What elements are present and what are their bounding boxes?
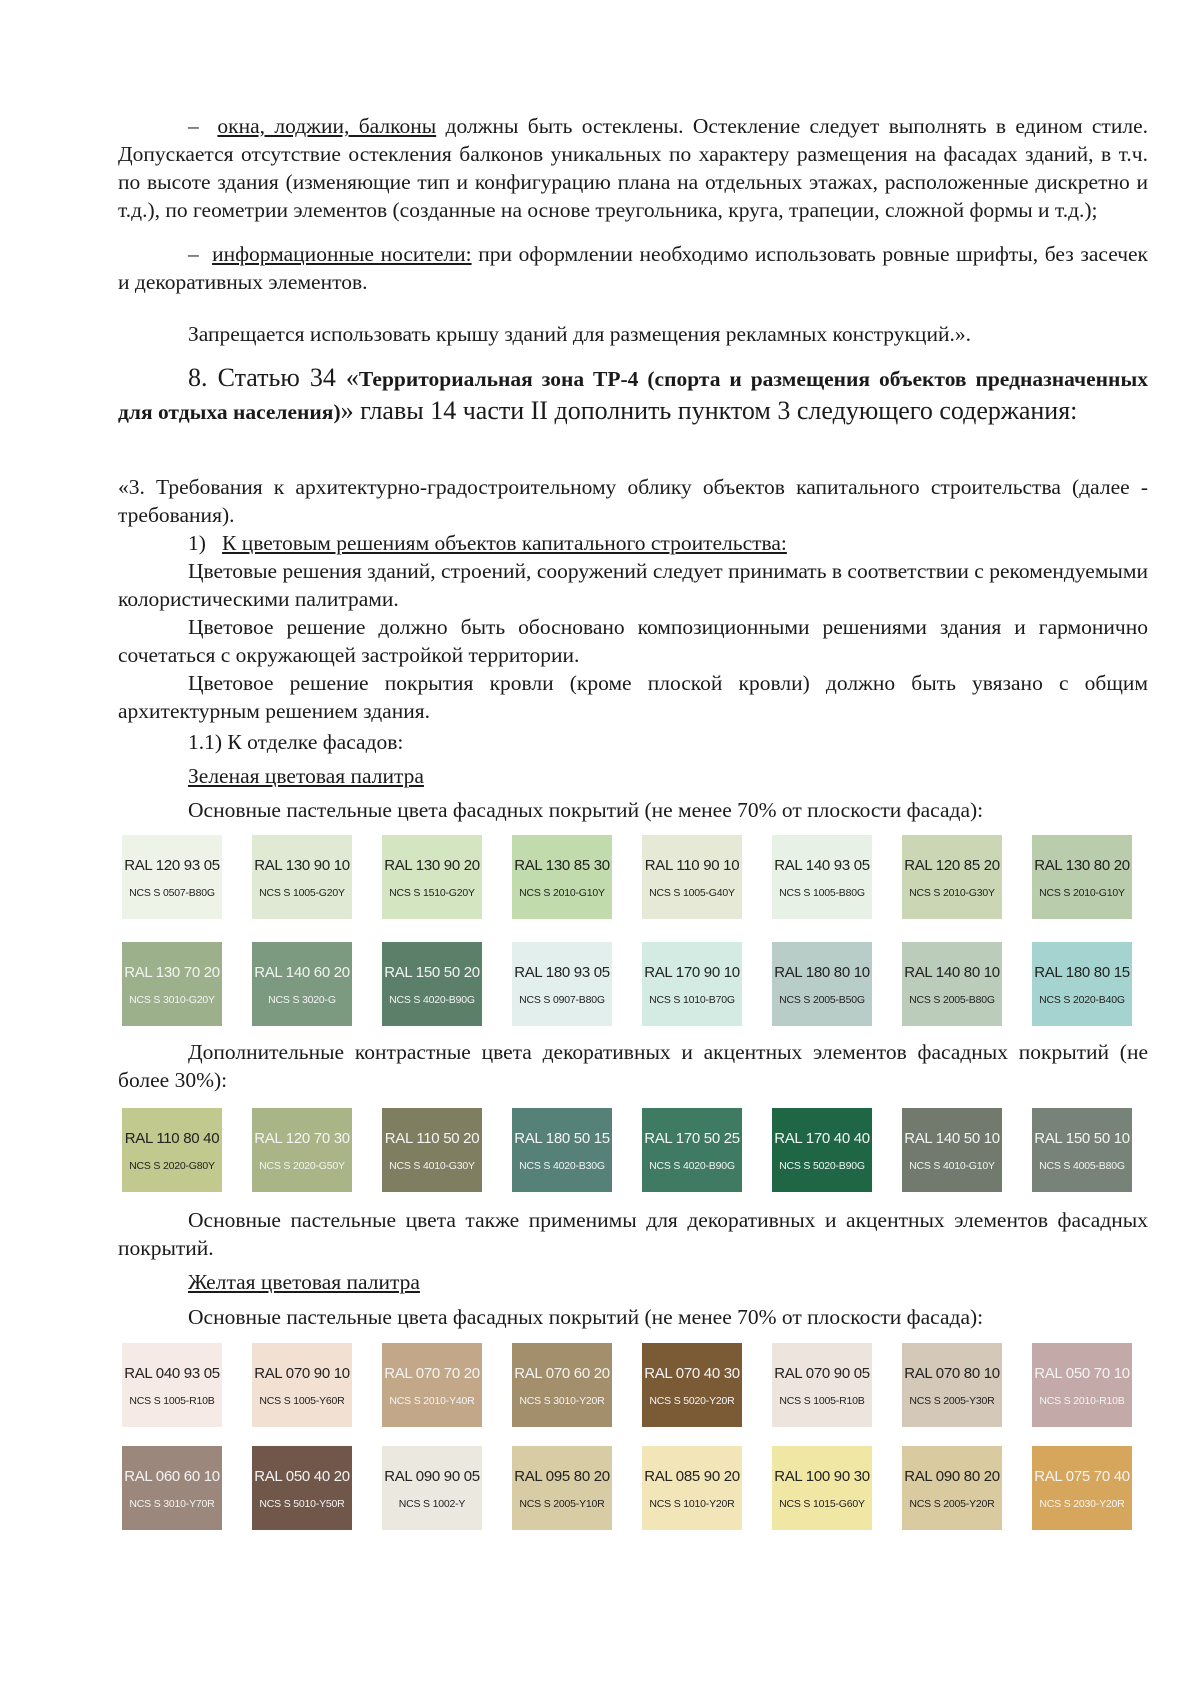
color-swatch — [122, 1446, 222, 1530]
ncs-code: NCS S 3020-G — [268, 994, 336, 1006]
ral-code: RAL 110 80 40 — [124, 1130, 220, 1147]
color-swatch — [902, 1446, 1002, 1530]
color-swatch — [642, 1446, 742, 1530]
item-1-heading — [118, 529, 1148, 557]
bullet-term: окна, лоджии, балконы — [217, 114, 437, 138]
color-swatch — [122, 1343, 222, 1427]
green-row-3 — [122, 1108, 1142, 1192]
ncs-code: NCS S 1005-R10B — [779, 1395, 865, 1407]
ral-code: RAL 070 90 05 — [774, 1365, 870, 1382]
ral-code: RAL 180 80 10 — [774, 964, 870, 981]
ral-code: RAL 150 50 20 — [384, 964, 480, 981]
color-swatch — [512, 1108, 612, 1192]
color-swatch — [772, 1343, 872, 1427]
yellow-palette-title: Желтая цветовая палитра — [188, 1270, 420, 1294]
ncs-code: NCS S 1005-R10B — [129, 1395, 215, 1407]
ncs-code: NCS S 4005-B80G — [1039, 1160, 1125, 1172]
ncs-code: NCS S 2005-B50G — [779, 994, 865, 1006]
ral-code: RAL 070 70 20 — [384, 1365, 480, 1382]
ral-code: RAL 140 60 20 — [254, 964, 350, 981]
color-swatch — [252, 835, 352, 919]
ncs-code: NCS S 0907-B80G — [519, 994, 605, 1006]
color-swatch — [382, 835, 482, 919]
bullet-windows — [118, 112, 1148, 224]
ral-code: RAL 070 60 20 — [514, 1365, 610, 1382]
color-swatch — [382, 1343, 482, 1427]
ncs-code: NCS S 3010-G20Y — [129, 994, 215, 1006]
ncs-code: NCS S 5010-Y50R — [259, 1498, 345, 1510]
article-8-tail: » главы 14 части II дополнить пунктом 3 следующего содержания: — [340, 396, 1078, 425]
yellow-main-caption: Основные пастельные цвета фасадных покрытий (не менее 70% от плоскости фасада): — [188, 1305, 984, 1329]
ral-code: RAL 170 40 40 — [774, 1130, 870, 1147]
ncs-code: NCS S 1005-Y60R — [259, 1395, 345, 1407]
color-swatch — [772, 942, 872, 1026]
ral-code: RAL 140 80 10 — [904, 964, 1000, 981]
yellow-row-1 — [122, 1343, 1142, 1427]
accent-caption: Дополнительные контрастные цвета декоративных и акцентных элементов фасадных покрытий (не более 30%): — [118, 1040, 1148, 1092]
ncs-code: NCS S 3010-Y20R — [519, 1395, 605, 1407]
ral-code: RAL 120 85 20 — [904, 857, 1000, 874]
color-swatch — [382, 1108, 482, 1192]
ncs-code: NCS S 4010-G30Y — [389, 1160, 475, 1172]
color-swatch — [122, 1108, 222, 1192]
color-swatch — [1032, 942, 1132, 1026]
ncs-code: NCS S 0507-B80G — [129, 887, 215, 899]
ral-code: RAL 120 93 05 — [124, 857, 220, 874]
color-swatch — [902, 835, 1002, 919]
ral-code: RAL 170 90 10 — [644, 964, 740, 981]
color-paragraph-2: Цветовое решение должно быть обосновано композиционными решениями здания и гармонично сочетаться с окружающей застройкой территории. — [118, 615, 1148, 667]
color-swatch — [122, 835, 222, 919]
bullet-text: должны быть остеклены. Остекление следует выполнять в едином стиле. Допускается отсутствие остекления балконов уникальных по характеру размещения на фасадах зданий, в т.ч. по высоте здания (изменяющие тип и конфигурацию плана на отдельных этажах, расположенные дискретно и т.д.), по геометрии элементов (созданные на основе треугольника, круга, трапеции, сложной формы и т.д.); — [118, 114, 1148, 222]
ncs-code: NCS S 4010-G10Y — [909, 1160, 995, 1172]
item-1-number: 1) — [188, 531, 206, 555]
ral-code: RAL 130 80 20 — [1034, 857, 1130, 874]
ncs-code: NCS S 2020-G50Y — [259, 1160, 345, 1172]
ral-code: RAL 095 80 20 — [514, 1468, 610, 1485]
ncs-code: NCS S 2010-G10Y — [519, 887, 605, 899]
bullet-dash: – — [188, 114, 199, 138]
color-swatch — [642, 1343, 742, 1427]
bullet-text: при оформлении необходимо использовать ровные шрифты, без засечек и декоративных элементов. — [118, 242, 1148, 294]
color-swatch — [642, 835, 742, 919]
color-paragraph-3: Цветовое решение покрытия кровли (кроме плоской кровли) должно быть увязано с общим архитектурным решением здания. — [118, 671, 1148, 723]
color-swatch — [512, 1446, 612, 1530]
color-swatch — [902, 942, 1002, 1026]
green-palette-title: Зеленая цветовая палитра — [188, 764, 424, 788]
ral-code: RAL 100 90 30 — [774, 1468, 870, 1485]
ncs-code: NCS S 1510-G20Y — [389, 887, 475, 899]
green-row-1 — [122, 835, 1142, 919]
ncs-code: NCS S 2005-Y30R — [909, 1395, 995, 1407]
article-8-lead: 8. Статью 34 « — [188, 363, 359, 392]
article-8-heading — [118, 362, 1148, 428]
color-swatch — [252, 1343, 352, 1427]
ral-code: RAL 110 50 20 — [384, 1130, 480, 1147]
ncs-code: NCS S 1005-B80G — [779, 887, 865, 899]
ral-code: RAL 130 70 20 — [124, 964, 220, 981]
item-1-title: К цветовым решениям объектов капитального строительства: — [222, 531, 787, 555]
ral-code: RAL 110 90 10 — [644, 857, 740, 874]
ncs-code: NCS S 4020-B90G — [649, 1160, 735, 1172]
ral-code: RAL 090 80 20 — [904, 1468, 1000, 1485]
ncs-code: NCS S 1005-G20Y — [259, 887, 345, 899]
article-8-zone-title: Территориальная зона ТР-4 (спорта и размещения объектов предназначенных для отдыха населения) — [118, 367, 1148, 424]
color-swatch — [122, 942, 222, 1026]
ncs-code: NCS S 5020-B90G — [779, 1160, 865, 1172]
ncs-code: NCS S 2010-Y40R — [389, 1395, 475, 1407]
color-swatch — [252, 942, 352, 1026]
color-swatch — [382, 1446, 482, 1530]
ral-code: RAL 060 60 10 — [124, 1468, 220, 1485]
ral-code: RAL 130 90 20 — [384, 857, 480, 874]
ral-code: RAL 070 90 10 — [254, 1365, 350, 1382]
ncs-code: NCS S 1010-B70G — [649, 994, 735, 1006]
color-swatch — [252, 1446, 352, 1530]
color-swatch — [1032, 1108, 1132, 1192]
ncs-code: NCS S 5020-Y20R — [649, 1395, 735, 1407]
ral-code: RAL 150 50 10 — [1034, 1130, 1130, 1147]
color-swatch — [512, 835, 612, 919]
ral-code: RAL 070 80 10 — [904, 1365, 1000, 1382]
color-swatch — [1032, 1446, 1132, 1530]
color-swatch — [252, 1108, 352, 1192]
ral-code: RAL 140 93 05 — [774, 857, 870, 874]
ral-code: RAL 170 50 25 — [644, 1130, 740, 1147]
ncs-code: NCS S 2005-B80G — [909, 994, 995, 1006]
ncs-code: NCS S 2010-R10B — [1039, 1395, 1125, 1407]
color-swatch — [1032, 835, 1132, 919]
color-swatch — [902, 1108, 1002, 1192]
ncs-code: NCS S 1002-Y — [398, 1498, 466, 1510]
ral-code: RAL 090 90 05 — [384, 1468, 480, 1485]
ncs-code: NCS S 1010-Y20R — [649, 1498, 735, 1510]
ral-code: RAL 180 80 15 — [1034, 964, 1130, 981]
color-swatch — [1032, 1343, 1132, 1427]
ncs-code: NCS S 1015-G60Y — [779, 1498, 865, 1510]
color-swatch — [382, 942, 482, 1026]
ncs-code: NCS S 1005-G40Y — [649, 887, 735, 899]
ncs-code: NCS S 2020-B40G — [1039, 994, 1125, 1006]
color-swatch — [772, 835, 872, 919]
ncs-code: NCS S 2020-G80Y — [129, 1160, 215, 1172]
green-main-caption: Основные пастельные цвета фасадных покрытий (не менее 70% от плоскости фасада): — [188, 798, 984, 822]
ral-code: RAL 085 90 20 — [644, 1468, 740, 1485]
color-swatch — [642, 1108, 742, 1192]
ral-code: RAL 130 90 10 — [254, 857, 350, 874]
ncs-code: NCS S 3010-Y70R — [129, 1498, 215, 1510]
ncs-code: NCS S 2005-Y10R — [519, 1498, 605, 1510]
color-swatch — [512, 942, 612, 1026]
bullet-info — [118, 240, 1148, 296]
color-swatch — [902, 1343, 1002, 1427]
ral-code: RAL 075 70 40 — [1034, 1468, 1130, 1485]
ral-code: RAL 120 70 30 — [254, 1130, 350, 1147]
item-1-1-heading: 1.1) К отделке фасадов: — [188, 730, 404, 754]
color-paragraph-1: Цветовые решения зданий, строений, сооружений следует принимать в соответствии с рекомендуемыми колористическими палитрами. — [118, 559, 1148, 611]
ncs-code: NCS S 4020-B90G — [389, 994, 475, 1006]
prohibition-paragraph: Запрещается использовать крышу зданий для размещения рекламных конструкций.». — [188, 322, 971, 346]
bullet-dash: – — [188, 242, 199, 266]
ral-code: RAL 050 70 10 — [1034, 1365, 1130, 1382]
yellow-row-2 — [122, 1446, 1142, 1530]
ral-code: RAL 070 40 30 — [644, 1365, 740, 1382]
also-applicable-note: Основные пастельные цвета также применимы для декоративных и акцентных элементов фасадных покрытий. — [118, 1208, 1148, 1260]
ral-code: RAL 130 85 30 — [514, 857, 610, 874]
color-swatch — [512, 1343, 612, 1427]
ncs-code: NCS S 4020-B30G — [519, 1160, 605, 1172]
color-swatch — [772, 1446, 872, 1530]
ral-code: RAL 040 93 05 — [124, 1365, 220, 1382]
color-swatch — [772, 1108, 872, 1192]
ral-code: RAL 180 93 05 — [514, 964, 610, 981]
ncs-code: NCS S 2030-Y20R — [1039, 1498, 1125, 1510]
ncs-code: NCS S 2010-G30Y — [909, 887, 995, 899]
ncs-code: NCS S 2010-G10Y — [1039, 887, 1125, 899]
ral-code: RAL 140 50 10 — [904, 1130, 1000, 1147]
green-row-2 — [122, 942, 1142, 1026]
ncs-code: NCS S 2005-Y20R — [909, 1498, 995, 1510]
requirements-intro: «3. Требования к архитектурно-градостроительному облику объектов капитального строительства (далее - требования). — [118, 475, 1148, 527]
ral-code: RAL 050 40 20 — [254, 1468, 350, 1485]
ral-code: RAL 180 50 15 — [514, 1130, 610, 1147]
color-swatch — [642, 942, 742, 1026]
bullet-term: информационные носители: — [212, 242, 472, 266]
